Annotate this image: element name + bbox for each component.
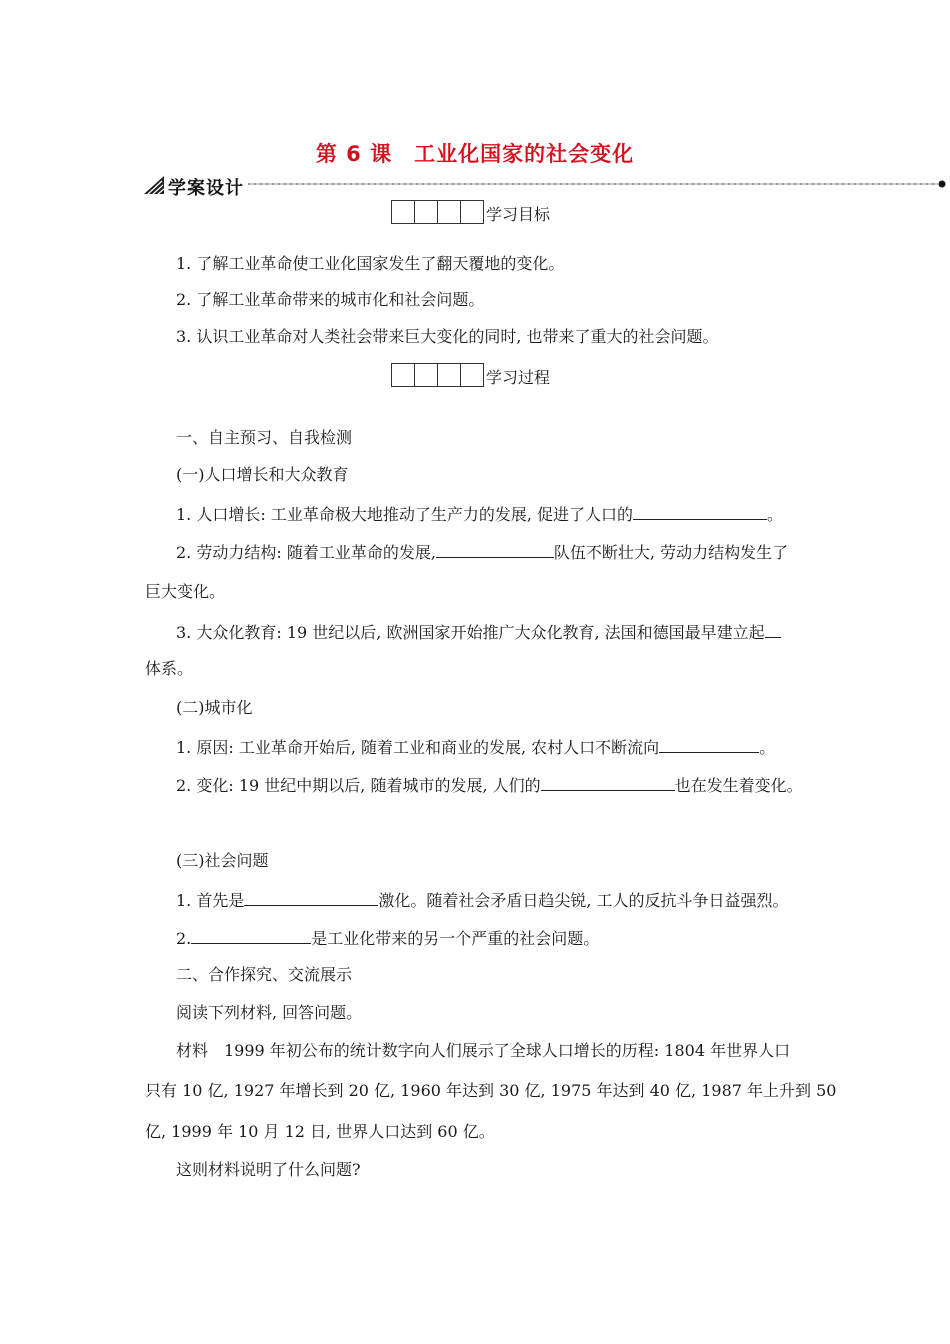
section-label-goals: 学习目标 <box>486 205 551 224</box>
question-line <box>176 774 803 796</box>
question-text: 2. 劳动力结构: 随着工业革命的发展, <box>176 543 436 562</box>
question-text: 1. 首先是 <box>176 891 245 910</box>
answer-blank[interactable] <box>541 774 675 791</box>
page-title: 第 6 课 工业化国家的社会变化 <box>315 142 635 166</box>
deco-box <box>391 363 415 387</box>
question-cont: 体系。 <box>145 659 194 678</box>
question-line <box>176 927 599 949</box>
question-cont: 巨大变化。 <box>145 582 226 601</box>
question-text: 2. 变化: 19 世纪中期以后, 随着城市的发展, 人们的 <box>176 776 541 795</box>
question-text: 队伍不断壮大, 劳动力结构发生了 <box>553 543 789 562</box>
deco-box <box>414 200 438 224</box>
question-text: 。 <box>759 738 776 757</box>
section-head-goals <box>391 198 550 224</box>
part2-intro: 阅读下列材料, 回答问题。 <box>176 1003 363 1022</box>
question-line <box>176 621 781 643</box>
goal-item: 1. 了解工业革命使工业化国家发生了翻天覆地的变化。 <box>176 254 565 273</box>
goal-item: 2. 了解工业革命带来的城市化和社会问题。 <box>176 290 485 309</box>
banner-label: 学案设计 <box>168 178 244 199</box>
deco-box <box>391 200 415 224</box>
question-line <box>176 736 775 758</box>
question-text: 3. 大众化教育: 19 世纪以后, 欧洲国家开始推广大众化教育, 法国和德国最早建立起 <box>176 623 765 642</box>
sub2-heading: (二)城市化 <box>176 698 253 717</box>
part1-heading: 一、自主预习、自我检测 <box>176 428 353 447</box>
question-text: 。 <box>767 505 784 524</box>
question-text: 1. 人口增长: 工业革命极大地推动了生产力的发展, 促进了人口的 <box>176 505 634 524</box>
material-text: 只有 10 亿, 1927 年增长到 20 亿, 1960 年达到 30 亿, 1975 年达到 40 亿, 1987 年上升到 50 <box>145 1081 837 1100</box>
material-question: 这则材料说明了什么问题? <box>176 1160 361 1179</box>
deco-box <box>460 363 484 387</box>
question-text: 1. 原因: 工业革命开始后, 随着工业和商业的发展, 农村人口不断流向 <box>176 738 660 757</box>
question-text: 也在发生着变化。 <box>674 776 803 795</box>
deco-box <box>460 200 484 224</box>
deco-box <box>437 200 461 224</box>
answer-blank[interactable] <box>191 927 311 944</box>
material-text: 材料 1999 年初公布的统计数字向人们展示了全球人口增长的历程: 1804 年世界人口 <box>176 1041 791 1060</box>
sub1-heading: (一)人口增长和大众教育 <box>176 465 349 484</box>
section-banner <box>142 174 948 199</box>
answer-blank[interactable] <box>633 503 767 520</box>
answer-blank[interactable] <box>765 621 781 638</box>
section-head-process <box>391 361 550 387</box>
deco-box <box>414 363 438 387</box>
answer-blank[interactable] <box>659 736 759 753</box>
section-label-process: 学习过程 <box>486 368 551 387</box>
dotted-arrow-line <box>248 174 948 196</box>
question-text: 2. <box>176 929 192 948</box>
question-line <box>176 541 788 563</box>
material-text: 亿, 1999 年 10 月 12 日, 世界人口达到 60 亿。 <box>145 1122 495 1141</box>
sub3-heading: (三)社会问题 <box>176 851 269 870</box>
triangle-stripes-icon <box>142 174 166 196</box>
deco-box <box>437 363 461 387</box>
question-line <box>176 889 789 911</box>
part2-heading: 二、合作探究、交流展示 <box>176 965 353 984</box>
goal-item: 3. 认识工业革命对人类社会带来巨大变化的同时, 也带来了重大的社会问题。 <box>176 327 719 346</box>
question-text: 是工业化带来的另一个严重的社会问题。 <box>311 929 600 948</box>
question-text: 激化。随着社会矛盾日趋尖锐, 工人的反抗斗争日益强烈。 <box>378 891 789 910</box>
answer-blank[interactable] <box>244 889 378 906</box>
answer-blank[interactable] <box>436 541 554 558</box>
question-line <box>176 503 783 525</box>
